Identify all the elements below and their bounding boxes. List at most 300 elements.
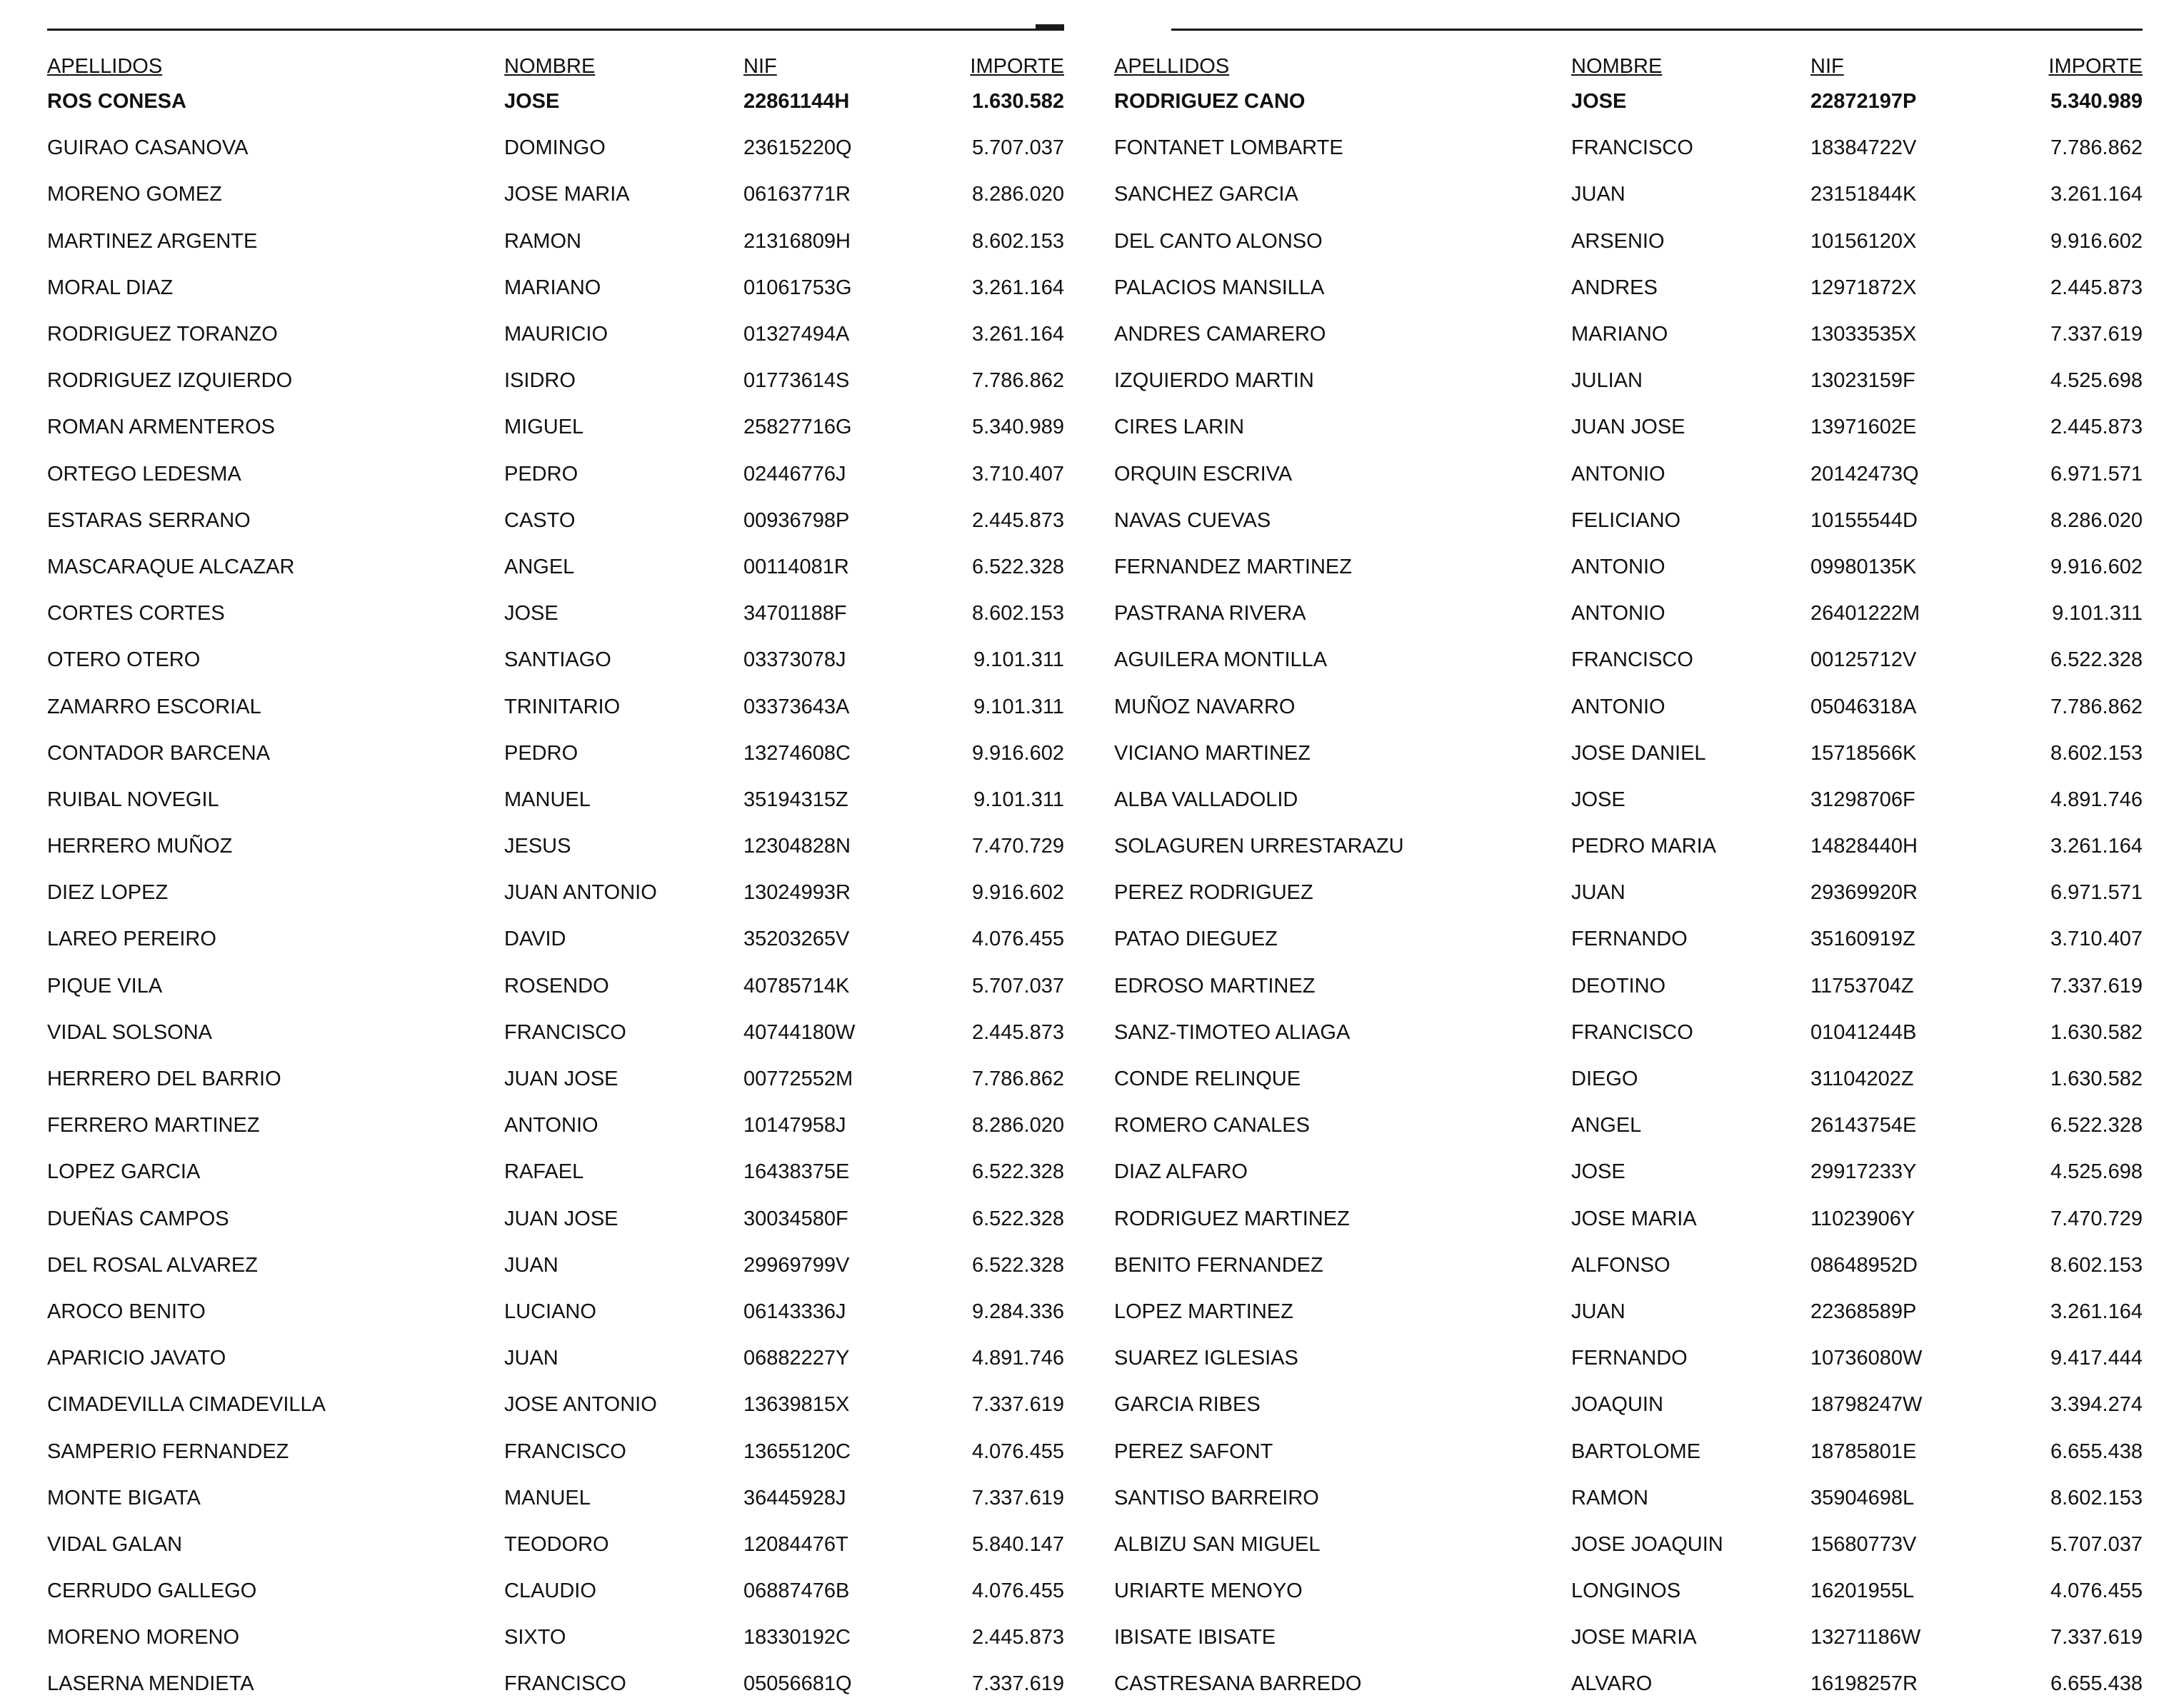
cell-apellidos: LOPEZ MARTINEZ <box>1114 1300 1293 1323</box>
cell-apellidos: SUAREZ IGLESIAS <box>1114 1347 1298 1370</box>
cell-importe: 6.655.438 <box>2050 1672 2143 1696</box>
cell-nombre: JUAN <box>504 1253 558 1277</box>
cell-nombre: ALVARO <box>1571 1672 1653 1696</box>
cell-nif: 13655120C <box>743 1440 851 1463</box>
cell-importe: 2.445.873 <box>971 1020 1064 1044</box>
cell-importe: 6.522.328 <box>971 1207 1064 1230</box>
table-row <box>1114 1335 2143 1382</box>
right-table-panel <box>1114 46 2143 1708</box>
cell-importe: 9.417.444 <box>2050 1347 2143 1370</box>
cell-importe: 6.522.328 <box>971 1160 1064 1184</box>
cell-nombre: JOSE <box>504 90 560 114</box>
cell-importe: 1.630.582 <box>2050 1068 2143 1091</box>
cell-importe: 7.337.619 <box>2050 974 2143 998</box>
cell-nombre: FERNANDO <box>1571 1347 1688 1370</box>
cell-importe: 8.602.153 <box>2050 1486 2143 1509</box>
table-row <box>47 683 1064 730</box>
cell-nombre: MARIANO <box>504 276 601 299</box>
cell-nif: 15718566K <box>1810 741 1917 765</box>
cell-nombre: MAURICIO <box>504 323 608 346</box>
cell-apellidos: BENITO FERNANDEZ <box>1114 1253 1323 1277</box>
cell-apellidos: CASTRESANA BARREDO <box>1114 1672 1362 1696</box>
table-row <box>1114 1196 2143 1242</box>
table-row <box>47 1568 1064 1614</box>
table-row <box>47 916 1064 963</box>
cell-apellidos: SANZ-TIMOTEO ALIAGA <box>1114 1020 1351 1044</box>
cell-nif: 05056681Q <box>743 1672 852 1696</box>
cell-apellidos: PEREZ RODRIGUEZ <box>1114 881 1313 905</box>
cell-nif: 23151844K <box>1810 183 1917 206</box>
cell-importe: 3.261.164 <box>2050 1300 2143 1323</box>
table-row <box>1114 683 2143 730</box>
cell-nombre: JOSE <box>504 602 558 626</box>
table-row <box>1114 777 2143 823</box>
table-row <box>1114 1568 2143 1614</box>
table-row <box>1114 1614 2143 1661</box>
cell-nombre: JOSE MARIA <box>1571 1207 1697 1230</box>
cell-nif: 18384722V <box>1810 136 1917 160</box>
cell-apellidos: FONTANET LOMBARTE <box>1114 136 1343 160</box>
cell-nif: 12084476T <box>743 1532 848 1556</box>
table-row <box>47 1522 1064 1568</box>
table-row <box>1114 404 2143 451</box>
cell-nif: 14828440H <box>1810 835 1918 858</box>
cell-nombre: FRANCISCO <box>504 1440 626 1463</box>
cell-apellidos: MASCARAQUE ALCAZAR <box>47 555 295 578</box>
cell-nombre: JOSE MARIA <box>504 183 630 206</box>
cell-nif: 40785714K <box>743 974 850 998</box>
cell-nif: 31104202Z <box>1810 1068 1914 1091</box>
cell-nombre: DIEGO <box>1571 1068 1638 1091</box>
cell-importe: 7.337.619 <box>971 1393 1064 1417</box>
table-row <box>1114 730 2143 777</box>
cell-importe: 3.394.274 <box>2050 1393 2143 1417</box>
cell-nif: 35904698L <box>1810 1486 1915 1509</box>
cell-nombre: ROSENDO <box>504 974 609 998</box>
table-row <box>47 777 1064 823</box>
cell-importe: 4.525.698 <box>2050 1160 2143 1184</box>
table-row <box>47 1335 1064 1382</box>
cell-nombre: LONGINOS <box>1571 1579 1681 1603</box>
cell-nombre: ARSENIO <box>1571 229 1665 253</box>
cell-nif: 13023159F <box>1810 369 1915 393</box>
cell-nif: 18330192C <box>743 1626 851 1649</box>
table-row <box>47 1196 1064 1242</box>
cell-nif: 22861144H <box>743 90 850 114</box>
cell-nif: 26143754E <box>1810 1114 1917 1137</box>
table-row <box>1114 544 2143 591</box>
cell-apellidos: RODRIGUEZ TORANZO <box>47 323 278 346</box>
cell-nif: 18798247W <box>1810 1393 1923 1417</box>
cell-nif: 00772552M <box>743 1068 853 1091</box>
cell-nombre: DAVID <box>504 928 566 951</box>
cell-nombre: ANTONIO <box>1571 695 1665 718</box>
left-header-row <box>47 46 1064 79</box>
table-row <box>1114 171 2143 218</box>
table-row <box>1114 498 2143 544</box>
cell-apellidos: ROMERO CANALES <box>1114 1114 1310 1137</box>
cell-apellidos: CORTES CORTES <box>47 602 225 626</box>
cell-importe: 7.470.729 <box>2050 1207 2143 1230</box>
cell-nif: 18785801E <box>1810 1440 1917 1463</box>
cell-importe: 4.891.746 <box>2050 788 2143 811</box>
cell-importe: 8.602.153 <box>2050 1253 2143 1277</box>
cell-apellidos: IZQUIERDO MARTIN <box>1114 369 1314 393</box>
cell-apellidos: PATAO DIEGUEZ <box>1114 928 1278 951</box>
cell-nif: 35203265V <box>743 928 850 951</box>
cell-nif: 00936798P <box>743 508 850 532</box>
table-row <box>47 265 1064 311</box>
cell-nif: 10156120X <box>1810 229 1917 253</box>
cell-nif: 22872197P <box>1810 90 1917 114</box>
cell-nombre: JUAN JOSE <box>504 1068 618 1091</box>
table-row <box>47 823 1064 870</box>
cell-apellidos: ALBIZU SAN MIGUEL <box>1114 1532 1321 1556</box>
cell-importe: 6.655.438 <box>2050 1440 2143 1463</box>
table-row <box>1114 1242 2143 1289</box>
cell-nif: 25827716G <box>743 416 852 439</box>
table-row <box>1114 1661 2143 1707</box>
cell-importe: 3.261.164 <box>971 323 1064 346</box>
cell-nif: 01327494A <box>743 323 850 346</box>
cell-nif: 13271186W <box>1810 1626 1921 1649</box>
cell-nombre: RAMON <box>504 229 581 253</box>
cell-nombre: JOSE MARIA <box>1571 1626 1697 1649</box>
cell-nombre: JUAN JOSE <box>1571 416 1685 439</box>
cell-importe: 2.445.873 <box>2050 276 2143 299</box>
cell-apellidos: PASTRANA RIVERA <box>1114 602 1306 626</box>
cell-importe: 8.602.153 <box>2050 741 2143 765</box>
table-row <box>47 498 1064 544</box>
cell-apellidos: HERRERO MUÑOZ <box>47 835 233 858</box>
cell-apellidos: CIRES LARIN <box>1114 416 1245 439</box>
table-row <box>1114 1102 2143 1149</box>
table-row <box>47 637 1064 683</box>
cell-importe: 2.445.873 <box>971 1626 1064 1649</box>
cell-importe: 2.445.873 <box>2050 416 2143 439</box>
table-row <box>47 870 1064 916</box>
cell-importe: 7.337.619 <box>2050 1626 2143 1649</box>
table-row <box>1114 451 2143 498</box>
cell-importe: 5.340.989 <box>971 416 1064 439</box>
cell-nif: 06887476B <box>743 1579 850 1603</box>
cell-nombre: MANUEL <box>504 788 591 811</box>
cell-importe: 6.522.328 <box>971 555 1064 578</box>
cell-importe: 3.261.164 <box>971 276 1064 299</box>
cell-nombre: ANGEL <box>1571 1114 1642 1137</box>
cell-nif: 36445928J <box>743 1486 846 1509</box>
cell-nif: 10736080W <box>1810 1347 1923 1370</box>
cell-nombre: PEDRO MARIA <box>1571 835 1717 858</box>
cell-nombre: JOSE <box>1571 90 1627 114</box>
cell-nombre: DEOTINO <box>1571 974 1666 998</box>
table-row <box>47 171 1064 218</box>
cell-nombre: JOSE JOAQUIN <box>1571 1532 1723 1556</box>
cell-nif: 11023906Y <box>1810 1207 1915 1230</box>
cell-importe: 9.101.311 <box>973 648 1064 672</box>
cell-apellidos: ROS CONESA <box>47 90 186 114</box>
cell-apellidos: LAREO PEREIRO <box>47 928 216 951</box>
table-row <box>1114 1428 2143 1475</box>
cell-apellidos: VICIANO MARTINEZ <box>1114 741 1311 765</box>
cell-apellidos: DIAZ ALFARO <box>1114 1160 1248 1184</box>
cell-nif: 01041244B <box>1810 1020 1917 1044</box>
header-apellidos: APELLIDOS <box>47 55 163 78</box>
cell-nif: 03373078J <box>743 648 846 672</box>
table-row <box>1114 125 2143 171</box>
cell-nif: 13639815X <box>743 1393 850 1417</box>
cell-importe: 5.707.037 <box>971 136 1064 160</box>
table-row <box>47 591 1064 637</box>
cell-importe: 4.891.746 <box>971 1347 1064 1370</box>
table-row <box>47 730 1064 777</box>
right-table <box>1114 46 2143 1708</box>
table-row <box>1114 265 2143 311</box>
table-row <box>47 1242 1064 1289</box>
cell-importe: 7.786.862 <box>2050 695 2143 718</box>
table-row <box>47 1289 1064 1335</box>
table-row <box>1114 1010 2143 1056</box>
cell-nombre: FRANCISCO <box>504 1672 626 1696</box>
cell-nombre: JUAN JOSE <box>504 1207 618 1230</box>
table-row <box>47 1102 1064 1149</box>
table-row <box>47 544 1064 591</box>
cell-apellidos: APARICIO JAVATO <box>47 1347 226 1370</box>
cell-apellidos: AGUILERA MONTILLA <box>1114 648 1328 672</box>
cell-nif: 13971602E <box>1810 416 1917 439</box>
cell-nombre: MARIANO <box>1571 323 1668 346</box>
cell-apellidos: DUEÑAS CAMPOS <box>47 1207 229 1230</box>
cell-importe: 7.337.619 <box>971 1672 1064 1696</box>
cell-nombre: JOSE <box>1571 788 1625 811</box>
cell-nif: 06143336J <box>743 1300 846 1323</box>
cell-nombre: MANUEL <box>504 1486 591 1509</box>
cell-nombre: ANTONIO <box>1571 462 1665 486</box>
cell-nif: 26401222M <box>1810 602 1920 626</box>
cell-importe: 6.522.328 <box>2050 1114 2143 1137</box>
cell-nombre: FRANCISCO <box>1571 1020 1693 1044</box>
cell-nif: 12304828N <box>743 835 851 858</box>
cell-apellidos: GARCIA RIBES <box>1114 1393 1261 1417</box>
cell-nombre: CASTO <box>504 508 576 532</box>
cell-apellidos: PIQUE VILA <box>47 974 163 998</box>
cell-nombre: MIGUEL <box>504 416 584 439</box>
cell-nif: 35194315Z <box>743 788 848 811</box>
cell-nombre: JOSE ANTONIO <box>504 1393 657 1417</box>
cell-nif: 00114081R <box>743 555 849 578</box>
cell-apellidos: URIARTE MENOYO <box>1114 1579 1303 1603</box>
cell-importe: 5.340.989 <box>2050 90 2143 114</box>
cell-apellidos: MARTINEZ ARGENTE <box>47 229 258 253</box>
cell-nif: 35160919Z <box>1810 928 1915 951</box>
table-row <box>1114 358 2143 404</box>
cell-nombre: FERNANDO <box>1571 928 1688 951</box>
cell-apellidos: SANTISO BARREIRO <box>1114 1486 1319 1509</box>
cell-nif: 01061753G <box>743 276 852 299</box>
cell-nombre: PEDRO <box>504 462 578 486</box>
cell-importe: 4.076.455 <box>971 928 1064 951</box>
cell-nif: 10147958J <box>743 1114 846 1137</box>
cell-nif: 31298706F <box>1810 788 1915 811</box>
table-row <box>1114 637 2143 683</box>
cell-nombre: FRANCISCO <box>1571 648 1693 672</box>
cell-nombre: JUAN <box>1571 183 1625 206</box>
cell-apellidos: ORTEGO LEDESMA <box>47 462 241 486</box>
cell-apellidos: RODRIGUEZ CANO <box>1114 90 1306 114</box>
top-rule-left <box>47 29 1064 31</box>
cell-nombre: RAMON <box>1571 1486 1648 1509</box>
cell-nombre: JUAN ANTONIO <box>504 881 657 905</box>
cell-nombre: JUAN <box>1571 1300 1625 1323</box>
cell-apellidos: AROCO BENITO <box>47 1300 206 1323</box>
table-row <box>47 1382 1064 1428</box>
cell-importe: 5.840.147 <box>971 1532 1064 1556</box>
cell-nombre: JOAQUIN <box>1571 1393 1663 1417</box>
cell-nif: 13024993R <box>743 881 851 905</box>
cell-importe: 8.286.020 <box>971 183 1064 206</box>
cell-nombre: FRANCISCO <box>504 1020 626 1044</box>
cell-apellidos: ZAMARRO ESCORIAL <box>47 695 261 718</box>
cell-nif: 22368589P <box>1810 1300 1917 1323</box>
cell-apellidos: DIEZ LOPEZ <box>47 881 169 905</box>
cell-nif: 29917233Y <box>1810 1160 1917 1184</box>
cell-apellidos: LOPEZ GARCIA <box>47 1160 201 1184</box>
cell-importe: 1.630.582 <box>971 90 1064 114</box>
cell-nif: 13033535X <box>1810 323 1917 346</box>
cell-apellidos: SOLAGUREN URRESTARAZU <box>1114 835 1404 858</box>
table-row <box>1114 311 2143 358</box>
cell-nombre: JOSE DANIEL <box>1571 741 1706 765</box>
table-row <box>47 79 1064 125</box>
cell-nif: 01773614S <box>743 369 850 393</box>
cell-apellidos: VIDAL GALAN <box>47 1532 183 1556</box>
cell-nombre: RAFAEL <box>504 1160 584 1184</box>
cell-apellidos: PEREZ SAFONT <box>1114 1440 1273 1463</box>
cell-apellidos: IBISATE IBISATE <box>1114 1626 1276 1649</box>
table-row <box>47 311 1064 358</box>
cell-nombre: JUAN <box>504 1347 558 1370</box>
cell-apellidos: CIMADEVILLA CIMADEVILLA <box>47 1393 326 1417</box>
cell-apellidos: CONTADOR BARCENA <box>47 741 271 765</box>
cell-apellidos: ESTARAS SERRANO <box>47 508 251 532</box>
table-row <box>47 125 1064 171</box>
left-table <box>47 46 1064 1708</box>
cell-apellidos: PALACIOS MANSILLA <box>1114 276 1325 299</box>
table-row <box>47 1010 1064 1056</box>
cell-nombre: SIXTO <box>504 1626 566 1649</box>
cell-importe: 6.522.328 <box>2050 648 2143 672</box>
cell-apellidos: MORAL DIAZ <box>47 276 174 299</box>
cell-importe: 8.602.153 <box>971 602 1064 626</box>
cell-apellidos: DEL CANTO ALONSO <box>1114 229 1323 253</box>
table-row <box>1114 218 2143 265</box>
table-row <box>1114 1382 2143 1428</box>
cell-nif: 05046318A <box>1810 695 1917 718</box>
cell-nif: 34701188F <box>743 602 847 626</box>
cell-nif: 29969799V <box>743 1253 850 1277</box>
table-row <box>1114 79 2143 125</box>
cell-apellidos: ROMAN ARMENTEROS <box>47 416 276 439</box>
table-row <box>1114 1289 2143 1335</box>
cell-nombre: TRINITARIO <box>504 695 621 718</box>
cell-nif: 11753704Z <box>1810 974 1914 998</box>
table-row <box>47 1149 1064 1195</box>
cell-apellidos: OTERO OTERO <box>47 648 201 672</box>
table-row <box>1114 1056 2143 1102</box>
cell-apellidos: MUÑOZ NAVARRO <box>1114 695 1296 718</box>
table-row <box>47 1056 1064 1102</box>
cell-importe: 7.786.862 <box>2050 136 2143 160</box>
cell-nombre: FELICIANO <box>1571 508 1681 532</box>
header-nif: NIF <box>1810 55 1844 78</box>
cell-apellidos: VIDAL SOLSONA <box>47 1020 213 1044</box>
cell-nif: 30034580F <box>743 1207 848 1230</box>
cell-nombre: ALFONSO <box>1571 1253 1670 1277</box>
table-row <box>47 963 1064 1010</box>
header-nombre: NOMBRE <box>504 55 596 78</box>
cell-apellidos: MORENO GOMEZ <box>47 183 222 206</box>
cell-importe: 5.707.037 <box>971 974 1064 998</box>
cell-nif: 29369920R <box>1810 881 1918 905</box>
cell-nombre: JOSE <box>1571 1160 1625 1184</box>
cell-nombre: JULIAN <box>1571 369 1643 393</box>
top-rule-right <box>1171 29 2143 31</box>
cell-apellidos: MORENO MORENO <box>47 1626 240 1649</box>
cell-nombre: ANTONIO <box>504 1114 598 1137</box>
cell-apellidos: CERRUDO GALLEGO <box>47 1579 257 1603</box>
cell-nif: 10155544D <box>1810 508 1918 532</box>
cell-nif: 02446776J <box>743 462 846 486</box>
table-row <box>47 1428 1064 1475</box>
cell-apellidos: LASERNA MENDIETA <box>47 1672 254 1696</box>
cell-nombre: ANGEL <box>504 555 575 578</box>
left-table-panel <box>47 46 1064 1708</box>
cell-nombre: DOMINGO <box>504 136 606 160</box>
cell-importe: 3.261.164 <box>2050 183 2143 206</box>
cell-nif: 03373643A <box>743 695 850 718</box>
cell-nombre: TEODORO <box>504 1532 609 1556</box>
cell-apellidos: ORQUIN ESCRIVA <box>1114 462 1293 486</box>
table-row <box>47 358 1064 404</box>
cell-nombre: JESUS <box>504 835 571 858</box>
cell-nif: 06163771R <box>743 183 851 206</box>
cell-nombre: ANTONIO <box>1571 602 1665 626</box>
table-row <box>1114 591 2143 637</box>
left-table-body <box>47 79 1064 1708</box>
cell-apellidos: DEL ROSAL ALVAREZ <box>47 1253 258 1277</box>
cell-apellidos: SANCHEZ GARCIA <box>1114 183 1298 206</box>
cell-nif: 09980135K <box>1810 555 1917 578</box>
cell-nombre: LUCIANO <box>504 1300 596 1323</box>
table-row <box>1114 870 2143 916</box>
cell-importe: 7.786.862 <box>971 1068 1064 1091</box>
cell-apellidos: NAVAS CUEVAS <box>1114 508 1271 532</box>
cell-apellidos: FERRERO MARTINEZ <box>47 1114 260 1137</box>
table-row <box>1114 823 2143 870</box>
cell-nombre: JUAN <box>1571 881 1625 905</box>
cell-importe: 8.286.020 <box>971 1114 1064 1137</box>
header-importe: IMPORTE <box>2048 55 2143 78</box>
cell-importe: 9.101.311 <box>973 695 1064 718</box>
cell-nombre: CLAUDIO <box>504 1579 596 1603</box>
cell-importe: 3.710.407 <box>971 462 1064 486</box>
cell-apellidos: ANDRES CAMARERO <box>1114 323 1326 346</box>
cell-nombre: PEDRO <box>504 741 578 765</box>
cell-importe: 4.076.455 <box>2050 1579 2143 1603</box>
cell-importe: 6.522.328 <box>971 1253 1064 1277</box>
table-row <box>47 218 1064 265</box>
cell-importe: 4.076.455 <box>971 1579 1064 1603</box>
